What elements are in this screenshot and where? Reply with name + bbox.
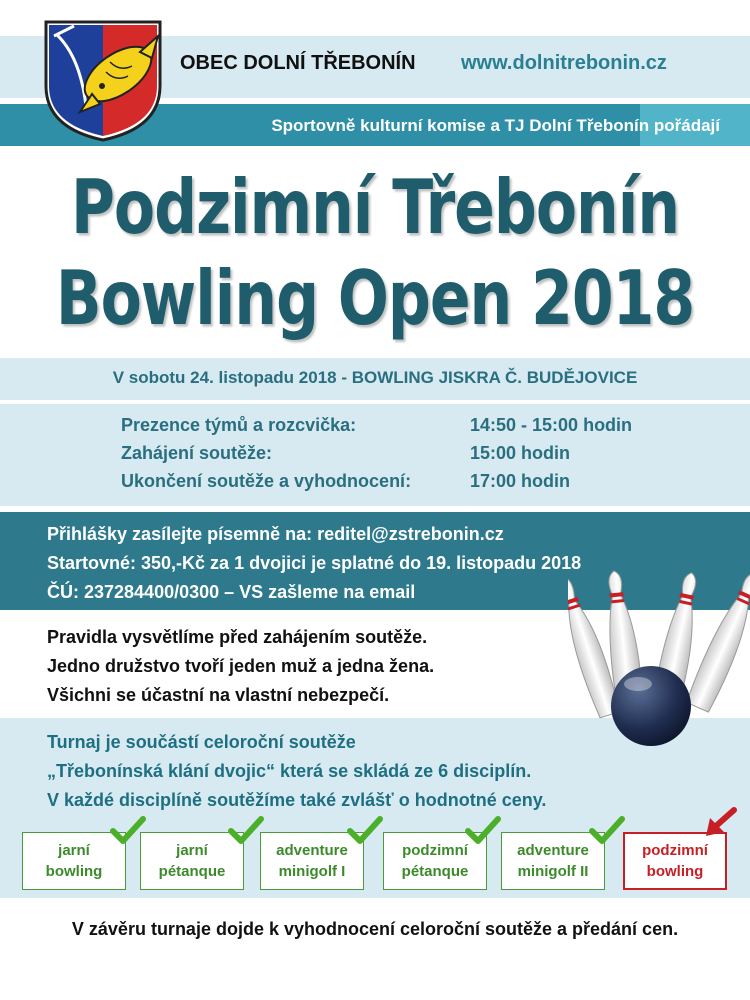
checkmark-icon: [465, 816, 501, 846]
discipline-label: jarní bowling: [45, 842, 103, 880]
arrow-down-left-icon: [700, 806, 738, 840]
discipline-label: adventure minigolf I: [276, 842, 348, 880]
checkmark-icon: [347, 816, 383, 846]
tournament-line: V každé disciplíně soutěžíme také zvlášť o hodnotné ceny.: [47, 790, 547, 810]
schedule-time: 14:50 - 15:00 hodin: [470, 415, 633, 435]
date-venue: V sobotu 24. listopadu 2018 - BOWLING JISKRA Č. BUDĚJOVICE: [112, 368, 638, 387]
rule-line: Všichni se účastní na vlastní nebezpečí.: [47, 685, 390, 705]
discipline-label: jarní pétanque: [158, 842, 226, 880]
bowling-pins-ball-illustration: [568, 566, 750, 752]
schedule-label: Ukončení soutěže a vyhodnocení:: [121, 471, 412, 491]
registration-account-line: ČÚ: 237284400/0300 – VS zašleme na email: [47, 582, 416, 602]
discipline-label: podzimní bowling: [642, 842, 708, 880]
website-link[interactable]: www.dolnitrebonin.cz: [461, 52, 667, 74]
event-title-line1: Podzimní Třebonín: [70, 164, 680, 252]
schedule-time: 15:00 hodin: [470, 443, 571, 463]
rule-line: Jedno družstvo tvoří jeden muž a jedna žena.: [47, 656, 435, 676]
schedule-label: Prezence týmů a rozcvička:: [121, 415, 357, 435]
registration-email-line: Přihlášky zasílejte písemně na: reditel@zstrebonin.cz: [47, 524, 504, 544]
discipline-label: podzimní pétanque: [401, 842, 469, 880]
discipline-card-next: [623, 832, 727, 890]
checkmark-icon: [110, 816, 146, 846]
discipline-label: adventure minigolf II: [517, 842, 589, 880]
registration-fee-line: Startovné: 350,-Kč za 1 dvojici je splatné do 19. listopadu 2018: [47, 553, 582, 573]
organizers-line: Sportovně kulturní komise a TJ Dolní Třebonín pořádají: [271, 116, 720, 135]
organization-name: OBEC DOLNÍ TŘEBONÍN: [180, 52, 416, 74]
rule-line: Pravidla vysvětlíme před zahájením soutěže.: [47, 627, 428, 647]
event-title-line2: Bowling Open 2018: [55, 255, 695, 343]
checkmark-icon: [589, 816, 625, 846]
tournament-line: Turnaj je součástí celoroční soutěže: [47, 732, 356, 752]
closing-note: V závěru turnaje dojde k vyhodnocení celoroční soutěže a předání cen.: [71, 919, 679, 939]
schedule-time: 17:00 hodin: [470, 471, 571, 491]
schedule-label: Zahájení soutěže:: [121, 443, 273, 463]
checkmark-icon: [228, 816, 264, 846]
tournament-line: „Třebonínská klání dvojic“ která se skládá ze 6 disciplín.: [47, 761, 532, 781]
